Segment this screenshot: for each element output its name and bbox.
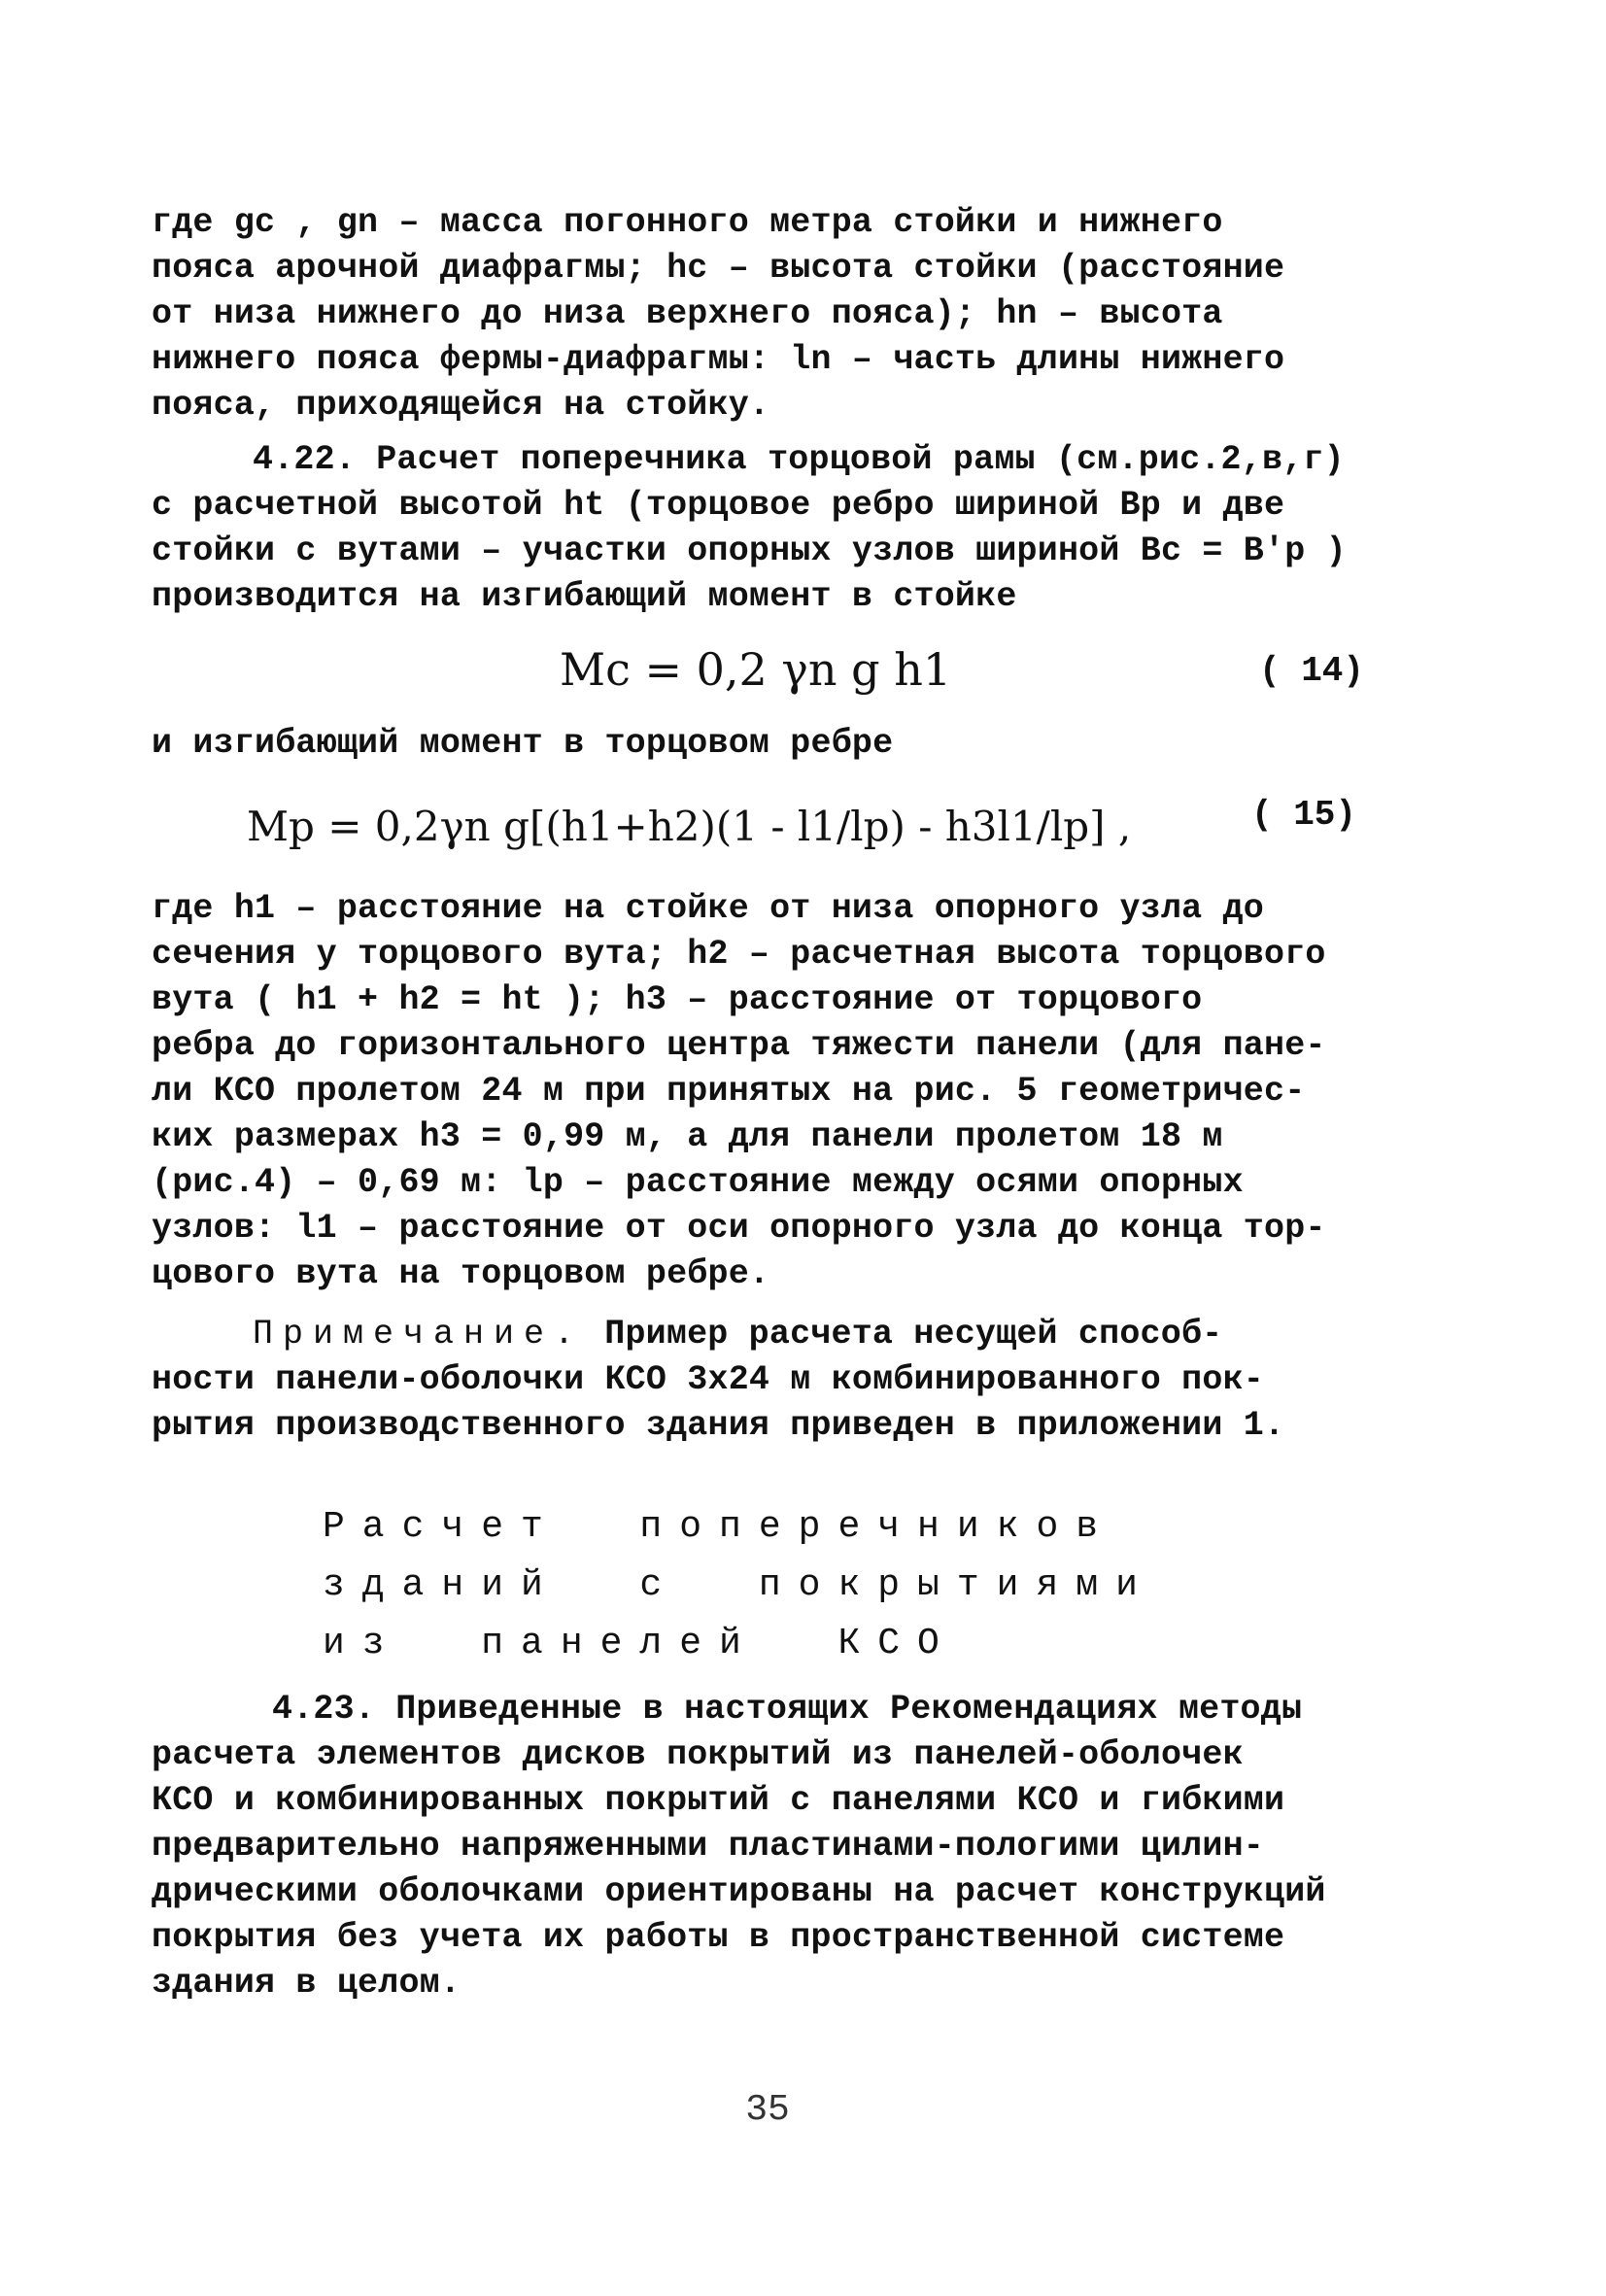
equation-number-14: ( 14) <box>1259 651 1365 691</box>
text-line: здания в целом. <box>152 1964 461 2003</box>
heading-line: из панелей КСО <box>323 1623 957 1664</box>
text-line: рытия производственного здания приведен в приложении 1. <box>152 1406 1285 1445</box>
equation-number-15: ( 15) <box>1251 795 1357 835</box>
text-line: пояса арочной диафрагмы; hc – высота стойки (расстояние <box>152 249 1285 288</box>
text-line: нижнего пояса фермы-диафрагмы: ln – часть длины нижнего <box>152 340 1285 379</box>
text-line: узлов: l1 – расстояние от оси опорного узла до конца тор- <box>152 1209 1326 1248</box>
text-line: расчета элементов дисков покрытий из панелей-оболочек <box>152 1735 1244 1774</box>
note-paragraph <box>152 1312 1434 1449</box>
text-line: ребра до горизонтального центра тяжести панели (для пане- <box>152 1026 1326 1065</box>
page-number: 35 <box>745 2089 790 2131</box>
text-line: (рис.4) – 0,69 м: lp – расстояние между осями опорных <box>152 1163 1244 1202</box>
heading-line: Расчет поперечников <box>323 1506 1116 1548</box>
text-line: от низа нижнего до низа верхнего пояса); hn – высота <box>152 294 1223 333</box>
text-line: покрытия без учета их работы в пространственной системе <box>152 1918 1285 1957</box>
text-line: и изгибающий момент в торцовом ребре <box>152 724 894 763</box>
paragraph-definitions-1 <box>152 200 1434 428</box>
paragraph-4-23 <box>152 1687 1434 2006</box>
text-line: КСО и комбинированных покрытий с панелями КСО и гибкими <box>152 1781 1285 1820</box>
formula-15: Mp = 0,2γn g[(h1+h2)(1 - l1/lp) - h3l1/lp] , <box>247 803 1132 850</box>
formula-14: Mc = 0,2 γn g h1 <box>560 643 952 696</box>
paragraph-definitions-2 <box>152 886 1434 1297</box>
text-line: 4.23. Приведенные в настоящих Рекомендациях методы <box>272 1690 1303 1729</box>
text-line: ли КСО пролетом 24 м при принятых на рис. 5 геометричес- <box>152 1072 1306 1111</box>
text-line: с расчетной высотой ht (торцовое ребро шириной Bp и две <box>152 486 1285 525</box>
note-text: Пример расчета несущей способ- <box>584 1315 1223 1354</box>
section-heading <box>323 1498 1197 1673</box>
text-line <box>152 1312 1434 1357</box>
text-line: предварительно напряженными пластинами-пологими цилин- <box>152 1827 1264 1866</box>
paragraph-4-22 <box>152 437 1434 620</box>
text-line: где gc , gn – масса погонного метра стойки и нижнего <box>152 203 1223 242</box>
text-line: ких размерах h3 = 0,99 м, а для панели пролетом 18 м <box>152 1117 1223 1156</box>
heading-line: зданий с покрытиями <box>323 1564 1155 1606</box>
text-line: сечения у торцового вута; h2 – расчетная высота торцового <box>152 935 1326 974</box>
text-line: 4.22. Расчет поперечника торцовой рамы (см.рис.2,в,г) <box>253 440 1345 479</box>
text-line: дрическими оболочками ориентированы на расчет конструкций <box>152 1872 1326 1911</box>
text-line: вута ( h1 + h2 = ht ); h3 – расстояние от торцового <box>152 980 1203 1019</box>
text-line: стойки с вутами – участки опорных узлов шириной Bc = B'p ) <box>152 531 1347 570</box>
text-line: ности панели-оболочки КСО 3х24 м комбинированного пок- <box>152 1360 1264 1399</box>
text-line: где h1 – расстояние на стойке от низа опорного узла до <box>152 889 1264 928</box>
text-line: цового вута на торцовом ребре. <box>152 1254 770 1293</box>
paragraph-moment-rib <box>152 721 1434 767</box>
note-label: Примечание. <box>253 1315 585 1354</box>
text-line: пояса, приходящейся на стойку. <box>152 386 770 425</box>
text-line: производится на изгибающий момент в стойке <box>152 577 1017 616</box>
